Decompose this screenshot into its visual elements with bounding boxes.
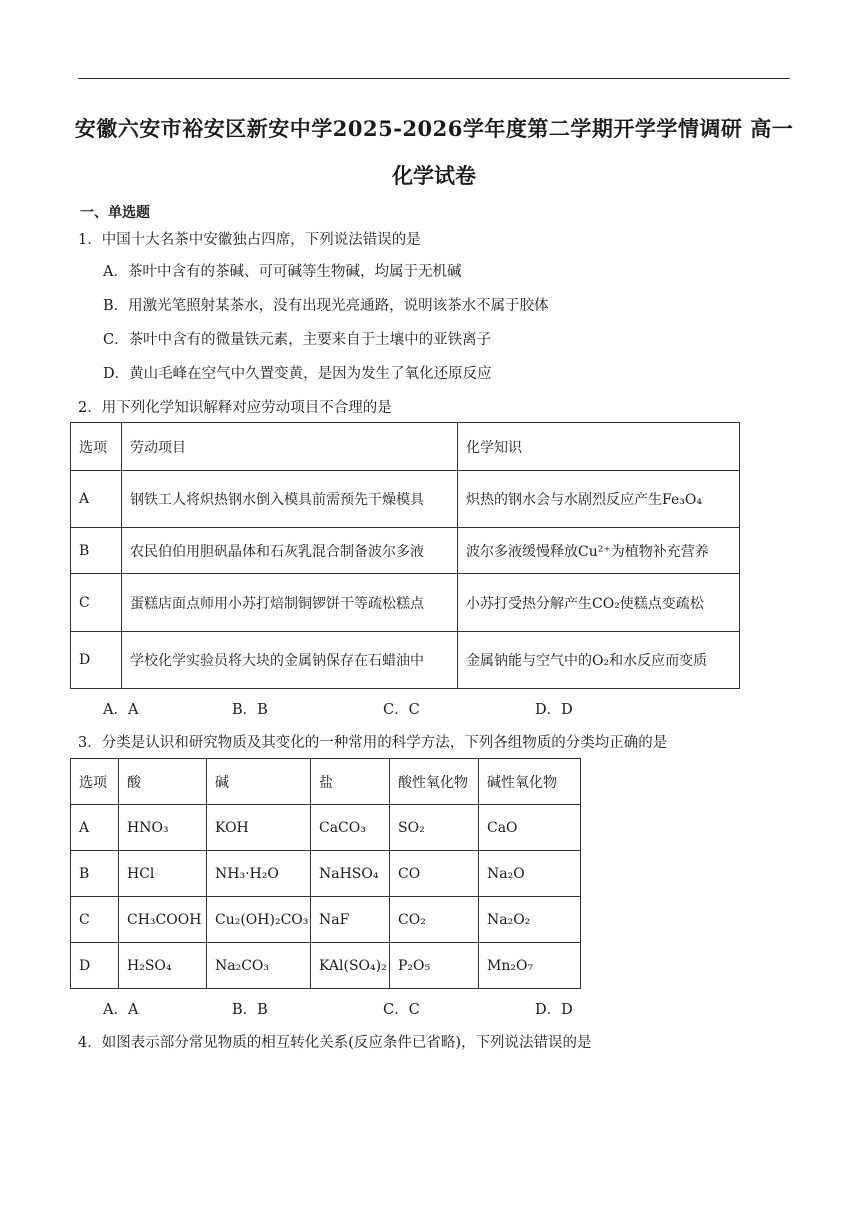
table-cell: D — [71, 632, 122, 689]
table-cell: C — [71, 897, 119, 943]
table-header-cell: 酸性氧化物 — [390, 759, 479, 805]
table-cell: NaHSO₄ — [311, 851, 390, 897]
table-cell: KOH — [207, 805, 311, 851]
table-cell: 炽热的钢水会与水剧烈反应产生Fe₃O₄ — [458, 471, 740, 528]
table-header-cell: 盐 — [311, 759, 390, 805]
question-3-stem: 3．分类是认识和研究物质及其变化的一种常用的科学方法，下列各组物质的分类均正确的是 — [78, 735, 668, 751]
table-cell: H₂SO₄ — [119, 943, 207, 989]
table-cell: Na₂O — [479, 851, 581, 897]
table-cell: KAl(SO₄)₂ — [311, 943, 390, 989]
table-header-row — [71, 759, 581, 805]
page-title-line1: 安徽六安市裕安区新安中学2025-2026学年度第二学期开学学情调研 高一 — [74, 116, 794, 141]
question-3-choice-b: B．B — [232, 1002, 268, 1018]
table-cell: B — [71, 528, 122, 574]
table-cell: 波尔多液缓慢释放Cu²⁺为植物补充营养 — [458, 528, 740, 574]
table-cell: CH₃COOH — [119, 897, 207, 943]
question-2-choice-b: B．B — [232, 702, 268, 718]
table-cell: B — [71, 851, 119, 897]
table-row — [71, 897, 581, 943]
table-row — [71, 851, 581, 897]
table-row — [71, 805, 581, 851]
question-4-stem: 4．如图表示部分常见物质的相互转化关系(反应条件已省略)，下列说法错误的是 — [78, 1035, 592, 1051]
table-cell: CaCO₃ — [311, 805, 390, 851]
table-cell: 小苏打受热分解产生CO₂使糕点变疏松 — [458, 574, 740, 632]
table-cell: 金属钠能与空气中的O₂和水反应而变质 — [458, 632, 740, 689]
question-2-choice-a: A．A — [103, 702, 139, 718]
table-cell: CO — [390, 851, 479, 897]
table-cell: A — [71, 471, 122, 528]
question-2-choice-c: C．C — [383, 702, 420, 718]
table-cell: SO₂ — [390, 805, 479, 851]
table-cell: 学校化学实验员将大块的金属钠保存在石蜡油中 — [122, 632, 458, 689]
table-header-cell: 酸 — [119, 759, 207, 805]
table-row — [71, 528, 740, 574]
table-row — [71, 632, 740, 689]
table-header-cell: 劳动项目 — [122, 423, 458, 471]
table-cell: CO₂ — [390, 897, 479, 943]
table-cell: C — [71, 574, 122, 632]
question-1-option-b: B．用激光笔照射某茶水，没有出现光亮通路，说明该茶水不属于胶体 — [103, 298, 549, 314]
table-cell: D — [71, 943, 119, 989]
table-cell: 蛋糕店面点师用小苏打焙制铜锣饼干等疏松糕点 — [122, 574, 458, 632]
table-cell: Na₂O₂ — [479, 897, 581, 943]
question-2-choice-d: D．D — [535, 702, 573, 718]
table-header-cell: 选项 — [71, 423, 122, 471]
section-heading: 一、单选题 — [80, 205, 150, 221]
table-cell: CaO — [479, 805, 581, 851]
table-cell: P₂O₅ — [390, 943, 479, 989]
table-cell: HNO₃ — [119, 805, 207, 851]
table-row — [71, 471, 740, 528]
table-cell: Mn₂O₇ — [479, 943, 581, 989]
table-cell: NH₃·H₂O — [207, 851, 311, 897]
question-3-choice-d: D．D — [535, 1002, 573, 1018]
table-header-cell: 化学知识 — [458, 423, 740, 471]
table-header-row — [71, 423, 740, 471]
question-1-stem: 1．中国十大名茶中安徽独占四席，下列说法错误的是 — [78, 232, 421, 248]
header-rule — [78, 78, 790, 79]
question-3-choice-c: C．C — [383, 1002, 420, 1018]
table-cell: NaF — [311, 897, 390, 943]
table-cell: Cu₂(OH)₂CO₃ — [207, 897, 311, 943]
question-3-table — [70, 758, 581, 989]
table-cell: 农民伯伯用胆矾晶体和石灰乳混合制备波尔多液 — [122, 528, 458, 574]
question-2-stem: 2．用下列化学知识解释对应劳动项目不合理的是 — [78, 400, 392, 416]
table-cell: Na₂CO₃ — [207, 943, 311, 989]
table-cell: 钢铁工人将炽热钢水倒入模具前需预先干燥模具 — [122, 471, 458, 528]
table-cell: HCl — [119, 851, 207, 897]
table-header-cell: 碱 — [207, 759, 311, 805]
question-1-option-c: C．茶叶中含有的微量铁元素，主要来自于土壤中的亚铁离子 — [103, 332, 492, 348]
question-1-option-d: D．黄山毛峰在空气中久置变黄，是因为发生了氧化还原反应 — [103, 366, 492, 382]
page-title-line2: 化学试卷 — [392, 163, 476, 188]
table-cell: A — [71, 805, 119, 851]
table-header-cell: 碱性氧化物 — [479, 759, 581, 805]
question-3-choice-a: A．A — [103, 1002, 139, 1018]
question-2-table — [70, 422, 740, 689]
question-1-option-a: A．茶叶中含有的茶碱、可可碱等生物碱，均属于无机碱 — [103, 264, 462, 280]
table-header-cell: 选项 — [71, 759, 119, 805]
table-row — [71, 574, 740, 632]
table-row — [71, 943, 581, 989]
